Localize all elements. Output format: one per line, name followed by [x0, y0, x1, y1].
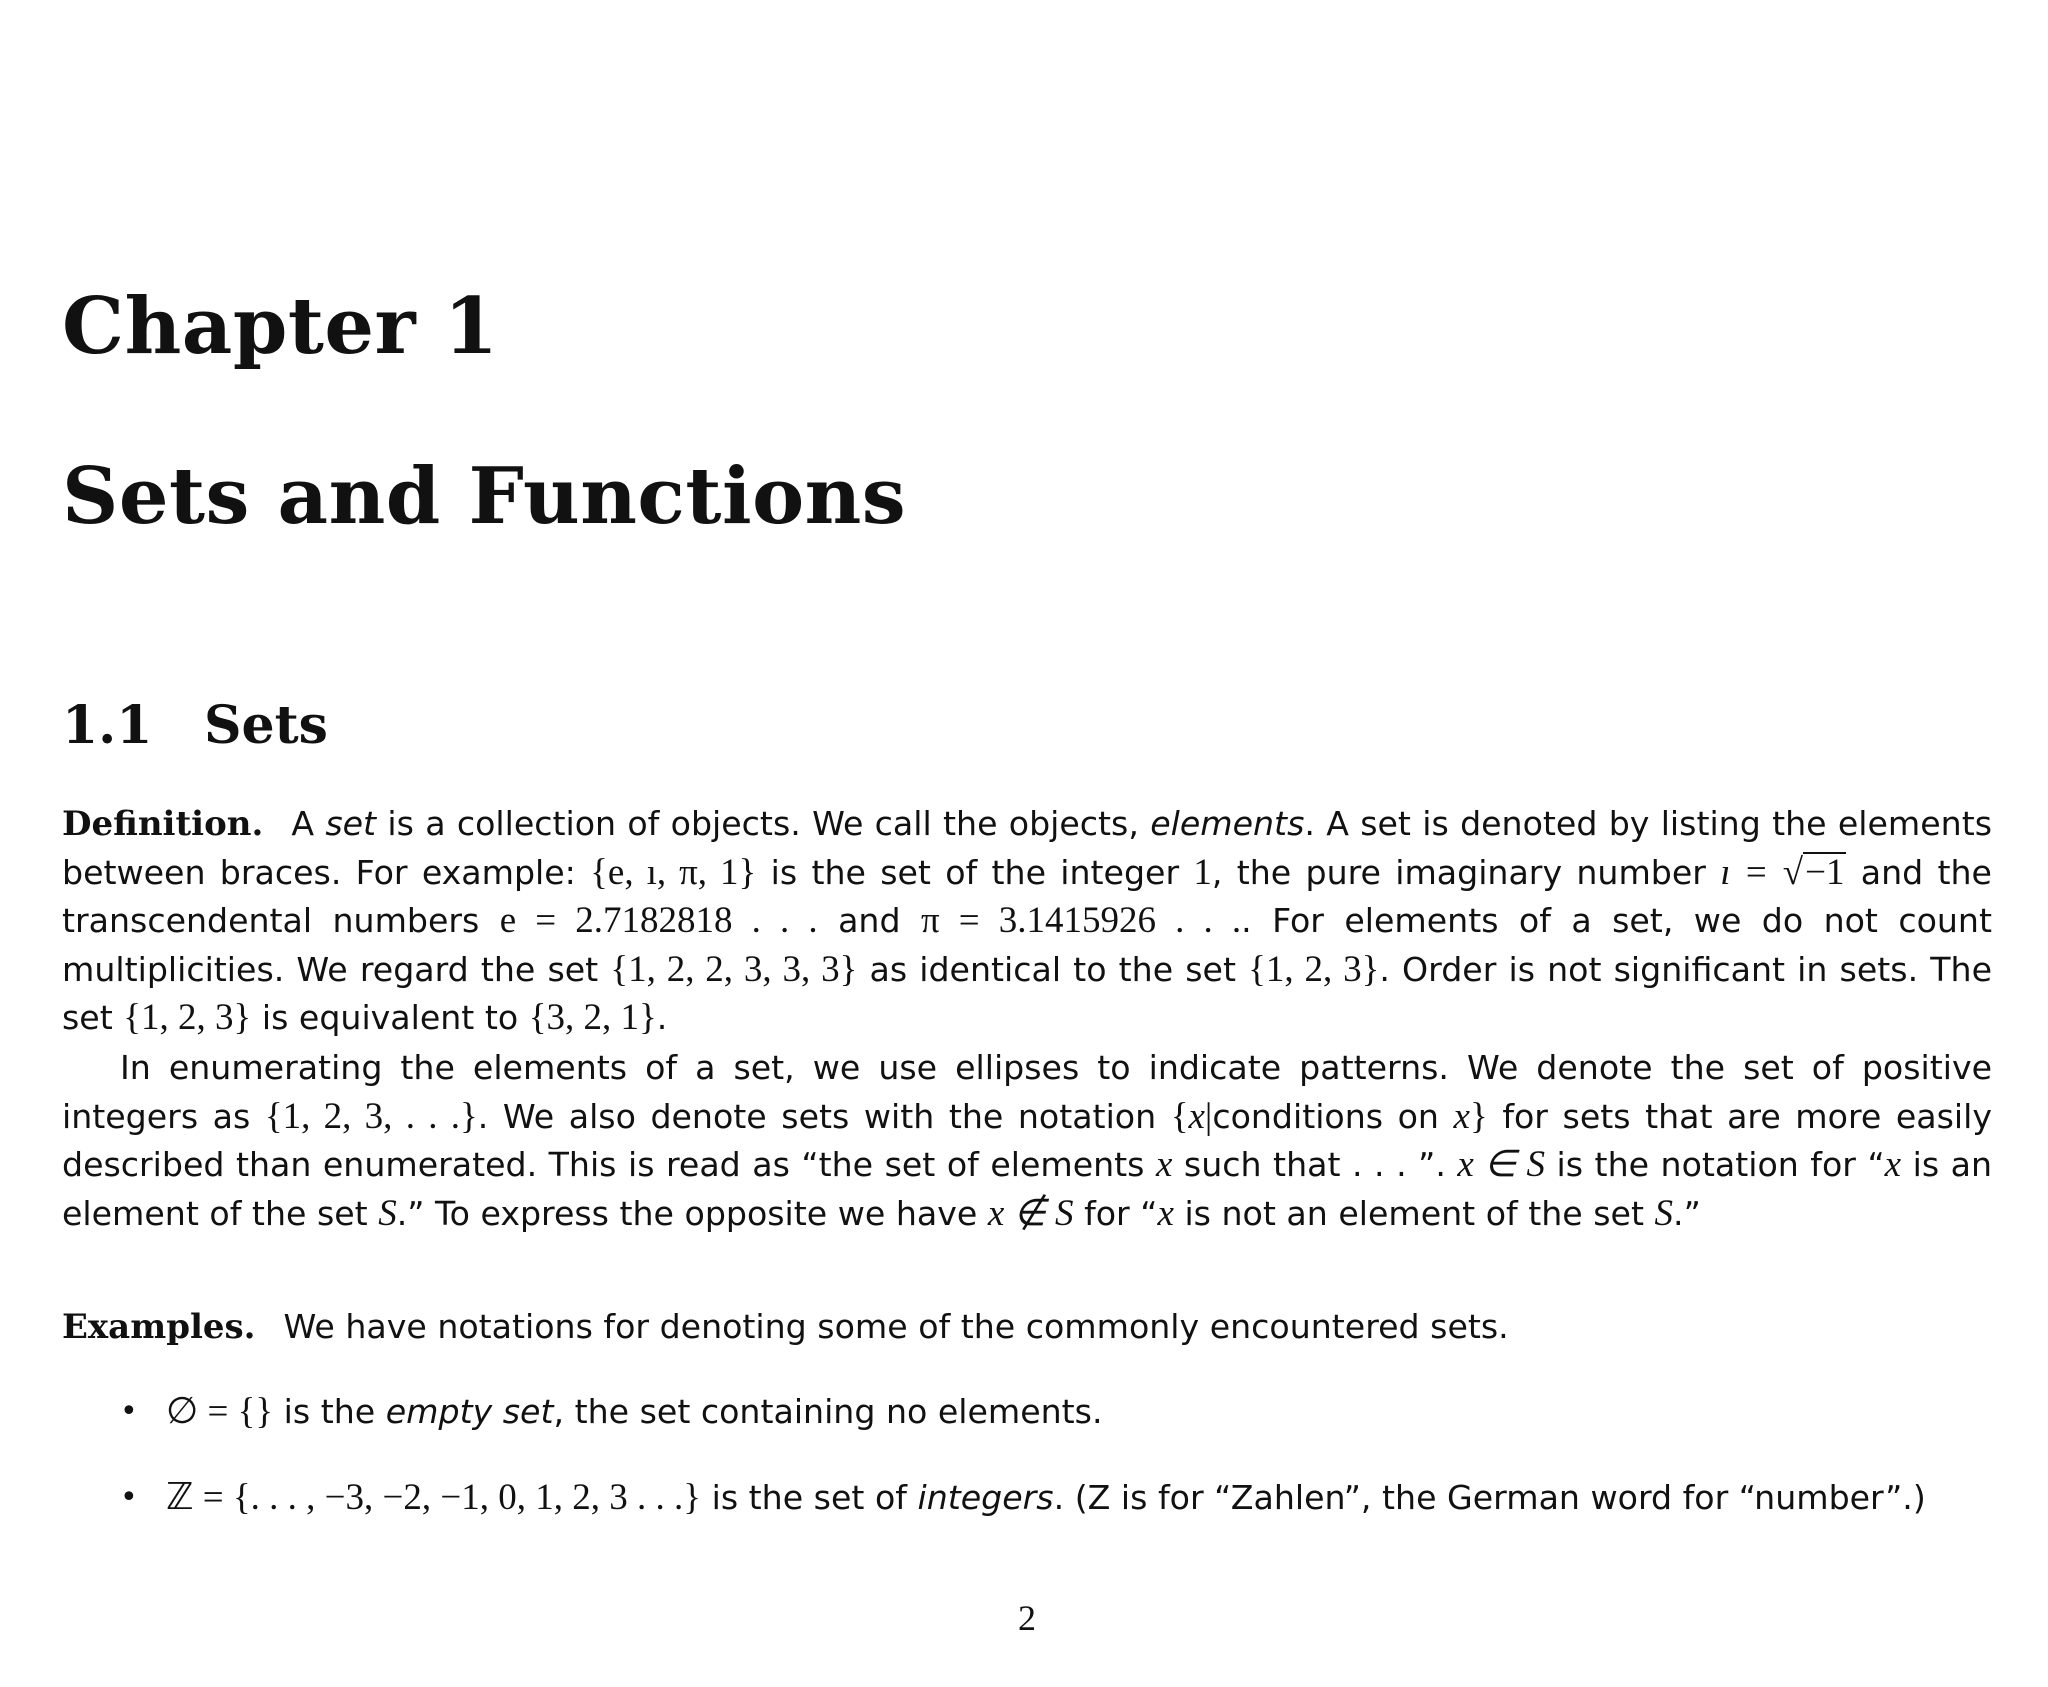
list-item: [120, 1388, 1992, 1436]
emphasis-set: set: [325, 804, 377, 843]
examples-paragraph: [62, 1303, 1992, 1352]
math-integers: ℤ = {. . . , −3, −2, −1, 0, 1, 2, 3 . . .}: [166, 1477, 702, 1518]
examples-label: Examples.: [62, 1307, 256, 1347]
list-item: [120, 1474, 1992, 1522]
text-run: and the transcendental numbers: [62, 852, 1992, 940]
text-run: for “: [1073, 1193, 1158, 1233]
text-run: is equivalent to: [251, 998, 529, 1037]
text-run: , the set containing no elements.: [553, 1392, 1103, 1431]
math-positive-integers: {1, 2, 3, . . .}: [264, 1095, 478, 1137]
text-run: for sets that are more easily described than enumerated. This is read as “the set of elements: [62, 1096, 1992, 1184]
math-root-sign: √: [1782, 851, 1804, 893]
text-run: conditions on: [1212, 1096, 1454, 1136]
math-x: x: [1453, 1095, 1470, 1137]
math-multiset: {1, 2, 2, 3, 3, 3}: [610, 948, 858, 990]
text-run: is a collection of objects. We call the objects,: [376, 804, 1151, 843]
section-title: Sets: [204, 695, 328, 756]
math-brace-close: }: [1469, 1095, 1488, 1137]
math-empty-set: ∅ = {}: [166, 1391, 274, 1432]
text-run: .: [656, 998, 668, 1037]
examples-intro: We have notations for denoting some of the commonly encountered sets.: [283, 1307, 1509, 1346]
math-set-example: {e, ı, π, 1}: [590, 851, 757, 893]
math-brace-open: {: [1170, 1095, 1189, 1137]
text-run: . We also denote sets with the notation: [477, 1096, 1171, 1136]
page-number: 2: [1018, 1598, 1036, 1638]
section-number: 1.1: [62, 695, 153, 756]
emphasis-empty-set: empty set: [385, 1392, 554, 1431]
document-page: [62, 0, 1992, 1687]
section-heading: [62, 695, 328, 756]
math-x-in-s: x ∈ S: [1457, 1144, 1546, 1185]
math-set-321: {3, 2, 1}: [528, 997, 657, 1038]
text-run: as identical to the set: [857, 949, 1249, 989]
math-x: x: [1157, 1192, 1174, 1234]
math-one: 1: [1193, 851, 1212, 893]
math-pi-value: π = 3.1415926 . . .: [920, 900, 1242, 941]
text-run: is the set of: [701, 1478, 918, 1517]
math-x: x: [1884, 1144, 1902, 1185]
text-run: . (Z is for “Zahlen”, the German word for “number”.): [1053, 1478, 1926, 1517]
text-run: . For elements of a set, we do not count multiplicities. We regard the set: [62, 901, 1992, 989]
text-run: . Order is not significant in sets. The set: [62, 949, 1992, 1037]
text-run: is the set of the integer: [756, 852, 1194, 892]
text-run: such that . . . ”.: [1172, 1145, 1458, 1184]
bullet-icon: •: [120, 1480, 138, 1515]
text-run: In enumerating the elements of a set, we use ellipses to indicate patterns. We denote the set of positive integers as: [62, 1048, 1992, 1136]
math-imaginary: ı =: [1720, 851, 1769, 893]
math-set-123: {1, 2, 3}: [1248, 948, 1380, 990]
math-e-value: e = 2.7182818 . . .: [499, 900, 818, 941]
text-run: is the: [273, 1392, 386, 1431]
text-run: is an element of the set: [62, 1145, 1993, 1233]
text-run: . A set is denoted by listing the elements between braces. For example:: [62, 804, 1992, 892]
math-set-123: {1, 2, 3}: [123, 997, 252, 1038]
text-run: .” To express the opposite we have: [396, 1193, 988, 1233]
text-run: A: [291, 804, 326, 843]
enumeration-paragraph: [62, 1044, 1992, 1238]
text-run: .”: [1673, 1193, 1701, 1233]
math-s: S: [378, 1192, 397, 1234]
math-x: x: [1155, 1144, 1173, 1185]
emphasis-integers: integers: [917, 1478, 1054, 1517]
math-x: x: [1188, 1095, 1205, 1137]
math-bar: |: [1204, 1095, 1213, 1137]
emphasis-elements: elements: [1150, 804, 1305, 843]
bullet-icon: •: [120, 1394, 138, 1429]
text-run: is the notation for “: [1545, 1145, 1885, 1184]
math-x-not-in-s: x ∉ S: [987, 1192, 1074, 1234]
chapter-label: Chapter 1: [62, 281, 499, 372]
math-radicand: −1: [1805, 851, 1845, 893]
text-run: and: [817, 901, 921, 940]
chapter-title: Sets and Functions: [62, 451, 907, 542]
math-s: S: [1654, 1192, 1674, 1234]
text-run: , the pure imaginary number: [1211, 852, 1721, 892]
definition-label: Definition.: [62, 804, 264, 844]
examples-list: [120, 1388, 1992, 1560]
text-run: is not an element of the set: [1173, 1193, 1655, 1233]
definition-paragraph: [62, 800, 1992, 1043]
